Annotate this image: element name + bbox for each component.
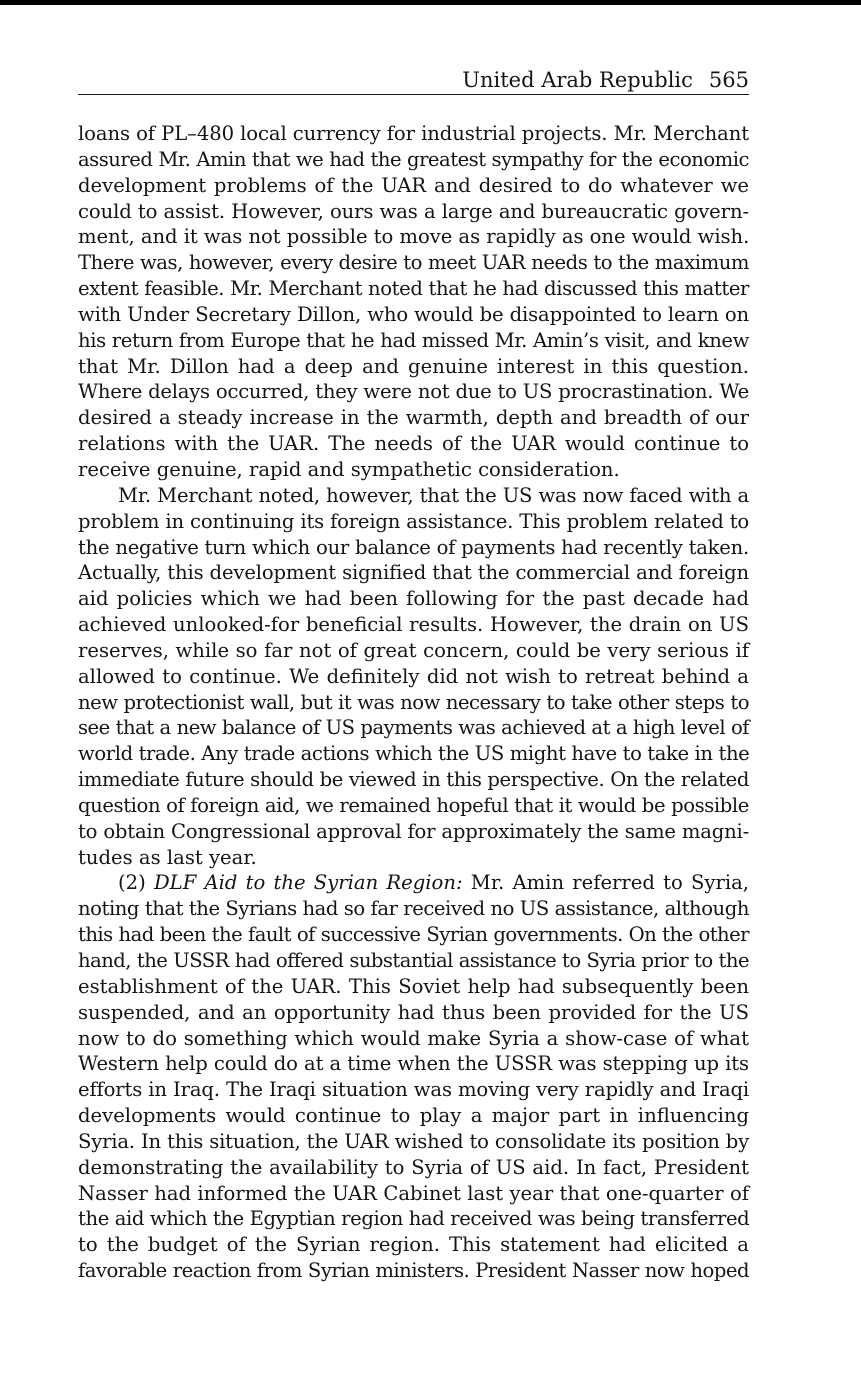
text-line: problem in continuing its foreign assistance. This problem related to <box>78 509 749 533</box>
text-line: question of foreign aid, we remained hopeful that it would be possible <box>78 793 749 817</box>
text-line: now to do something which would make Syria a show-case of what <box>78 1026 749 1050</box>
section-first-line <box>78 870 749 896</box>
text-line: favorable reaction from Syrian ministers. President Nasser now hoped <box>78 1259 749 1283</box>
text-line: loans of PL–480 local currency for industrial projects. Mr. Merchant <box>78 122 749 145</box>
text-line: could to assist. However, ours was a large and bureaucratic govern- <box>78 199 749 223</box>
section-number: (2) <box>118 871 146 895</box>
text-line: extent feasible. Mr. Merchant noted that he had discussed this matter <box>78 277 749 301</box>
running-header <box>78 66 749 95</box>
text-line: Syria. In this situation, the UAR wished to consolidate its position by <box>78 1129 749 1153</box>
text-line: tudes as last year. <box>78 845 257 869</box>
running-header-title: United Arab Republic <box>462 68 693 92</box>
page-number: 565 <box>708 68 749 92</box>
text-line: Nasser had informed the UAR Cabinet last year that one-quarter of <box>78 1181 749 1205</box>
text-line: There was, however, every desire to meet UAR needs to the maximum <box>78 251 749 275</box>
text-line: ment, and it was not possible to move as rapidly as one would wish. <box>78 225 750 249</box>
text-line: his return from Europe that he had missed Mr. Amin’s visit, and knew <box>78 328 749 352</box>
text-line: reserves, while so far not of great concern, could be very serious if <box>78 638 749 662</box>
text-line: receive genuine, rapid and sympathetic consideration. <box>78 457 620 481</box>
page-top-border <box>0 0 861 5</box>
text-line: world trade. Any trade actions which the US might have to take in the <box>78 742 750 766</box>
text-line: Where delays occurred, they were not due to US procrastination. We <box>78 380 749 404</box>
text-line: that Mr. Dillon had a deep and genuine interest in this question. <box>78 354 749 378</box>
text-line: establishment of the UAR. This Soviet help had subsequently been <box>78 974 749 998</box>
paragraph-2 <box>78 483 749 871</box>
text-line: development problems of the UAR and desired to do whatever we <box>78 173 749 197</box>
text-line: developments would continue to play a major part in influencing <box>78 1104 749 1128</box>
section-first-line-text: Mr. Amin referred to Syria, <box>470 871 750 895</box>
text-line: hand, the USSR had offered substantial assistance to Syria prior to the <box>78 949 749 972</box>
text-line: relations with the UAR. The needs of the UAR would continue to <box>78 432 749 456</box>
text-line: to the budget of the Syrian region. This statement had elicited a <box>78 1233 749 1257</box>
text-line: noting that the Syrians had so far received no US assistance, although <box>78 897 749 921</box>
text-line: Mr. Merchant noted, however, that the US was now faced with a <box>118 483 749 507</box>
text-line: the negative turn which our balance of payments had recently taken. <box>78 535 749 559</box>
text-line: allowed to continue. We definitely did not wish to retreat behind a <box>78 664 749 688</box>
text-line: this had been the fault of successive Syrian governments. On the other <box>78 923 749 947</box>
text-line: with Under Secretary Dillon, who would be disappointed to learn on <box>78 302 749 326</box>
text-line: suspended, and an opportunity had thus been provided for the US <box>78 1000 749 1024</box>
section-heading: DLF Aid to the Syrian Region: <box>153 871 463 895</box>
text-line: desired a steady increase in the warmth, depth and breadth of our <box>78 406 749 430</box>
text-line: Western help could do at a time when the USSR was stepping up its <box>78 1052 749 1076</box>
text-line: Actually, this development signified that the commercial and foreign <box>78 561 749 585</box>
text-line: efforts in Iraq. The Iraqi situation was moving very rapidly and Iraqi <box>78 1078 749 1102</box>
text-line: see that a new balance of US payments was achieved at a high level of <box>78 716 749 740</box>
text-line: achieved unlooked-for beneficial results. However, the drain on US <box>78 613 749 637</box>
paragraph-3 <box>78 870 749 1284</box>
paragraph-1 <box>78 121 749 483</box>
body-text <box>78 121 749 1284</box>
text-line: the aid which the Egyptian region had received was being transferred <box>78 1207 750 1231</box>
text-line: immediate future should be viewed in this perspective. On the related <box>78 768 749 792</box>
text-line: to obtain Congressional approval for approximately the same magni- <box>78 819 749 843</box>
text-line: new protectionist wall, but it was now necessary to take other steps to <box>78 690 749 714</box>
text-line: aid policies which we had been following for the past decade had <box>78 587 749 611</box>
text-line: demonstrating the availability to Syria of US aid. In fact, President <box>78 1155 749 1179</box>
text-line: assured Mr. Amin that we had the greatest sympathy for the economic <box>78 147 749 171</box>
